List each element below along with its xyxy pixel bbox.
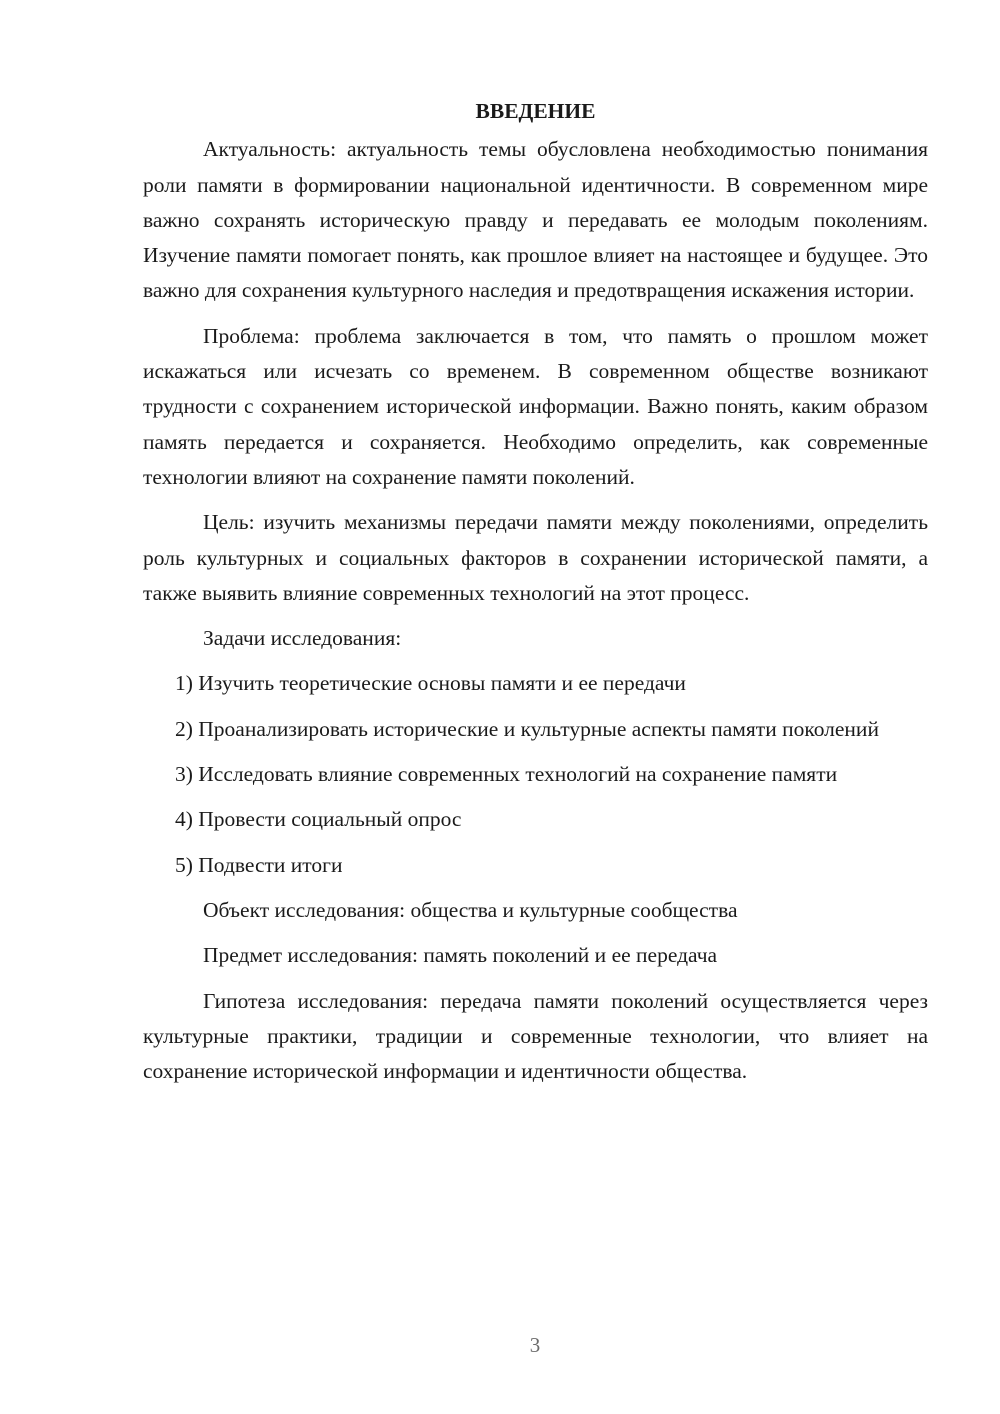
object-paragraph: Объект исследования: общества и культурные сообщества bbox=[203, 897, 738, 922]
goal-paragraph: Цель: изучить механизмы передачи памяти между поколениями, определить роль культурных и социальных факторов в сохранении исторической памяти, а также выявить влияние современных технологий на этот процесс. bbox=[143, 510, 928, 605]
document-body bbox=[143, 94, 928, 1099]
task-item: 5) Подвести итоги bbox=[175, 852, 343, 877]
task-item: 2) Проанализировать исторические и культурные аспекты памяти поколений bbox=[175, 716, 879, 741]
task-item: 3) Исследовать влияние современных технологий на сохранение памяти bbox=[175, 762, 838, 787]
tasks-heading: Задачи исследования: bbox=[203, 626, 402, 651]
page-title: ВВЕДЕНИЕ bbox=[475, 99, 596, 123]
subject-paragraph: Предмет исследования: память поколений и ее передача bbox=[203, 943, 718, 968]
relevance-paragraph: Актуальность: актуальность темы обусловлена необходимостью понимания роли памяти в формировании национальной идентичности. В современном мире важно сохранять историческую правду и передавать ее молодым поколениям. Изучение памяти помогает понять, как прошлое влияет на настоящее и будущее. Это важно для сохранения культурного наследия и предотвращения искажения истории. bbox=[143, 137, 928, 303]
task-item: 4) Провести социальный опрос bbox=[175, 807, 462, 832]
task-item: 1) Изучить теоретические основы памяти и ее передачи bbox=[175, 671, 686, 696]
hypothesis-paragraph: Гипотеза исследования: передача памяти поколений осуществляется через культурные практики, традиции и современные технологии, что влияет на сохранение исторической информации и идентичности общества. bbox=[143, 988, 928, 1084]
problem-paragraph: Проблема: проблема заключается в том, что память о прошлом может искажаться или исчезать со временем. В современном обществе возникают трудности с сохранением исторической информации. Важно понять, каким образом память передается и сохраняется. Необходимо определить, как современные технологии влияют на сохранение памяти поколений. bbox=[143, 323, 928, 489]
page-number: 3 bbox=[529, 1333, 541, 1357]
